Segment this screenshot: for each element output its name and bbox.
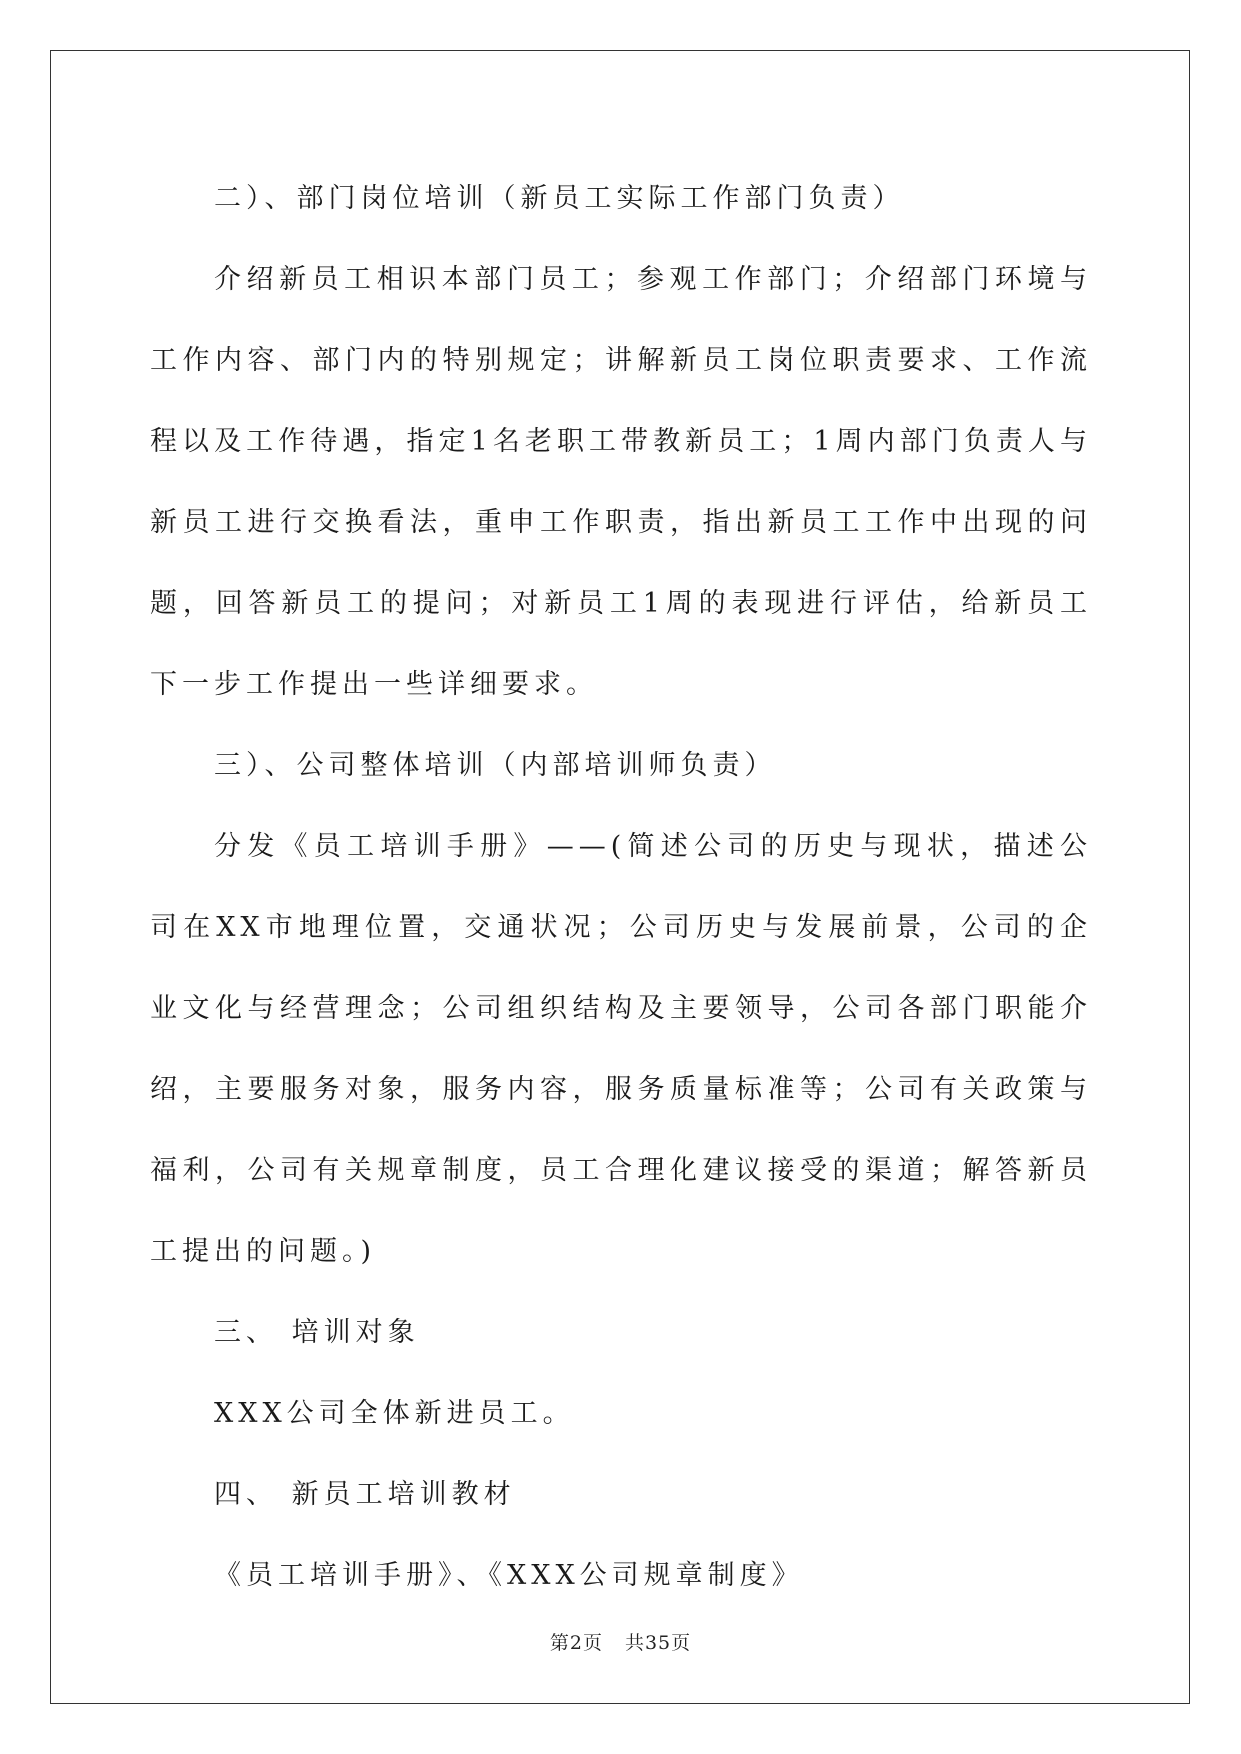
section-heading-training-materials: 四、 新员工培训教材	[214, 1479, 516, 1510]
paragraph-company-training: 分发《员工培训手册》——(简述公司的历史与现状，描述公司在XX市地理位置，交通状况；公司历史与发展前景，公司的企业文化与经营理念；公司组织结构及主要领导，公司各部门职能介绍，主要服务对象，服务内容，服务质量标准等；公司有关政策与福利，公司有关规章制度，员工合理化建议接受的渠道；解答新员工提出的问题。)	[150, 831, 1092, 1267]
page-number: 第2页	[549, 1632, 603, 1654]
page-total: 共35页	[624, 1632, 692, 1654]
paragraph-training-target: XXX公司全体新进员工。	[214, 1398, 575, 1429]
page-footer	[0, 1628, 1241, 1655]
section-heading-dept-training: 二）、部门岗位培训（新员工实际工作部门负责）	[214, 183, 905, 214]
section-heading-company-training: 三）、公司整体培训（内部培训师负责）	[214, 750, 777, 781]
section-heading-training-target: 三、 培训对象	[214, 1317, 420, 1348]
document-body	[150, 158, 1092, 1616]
paragraph-training-materials: 《员工培训手册》、《XXX公司规章制度》	[214, 1560, 804, 1591]
paragraph-dept-training: 介绍新员工相识本部门员工；参观工作部门；介绍部门环境与工作内容、部门内的特别规定；讲解新员工岗位职责要求、工作流程以及工作待遇，指定1名老职工带教新员工；1周内部门负责人与新员工进行交换看法，重申工作职责，指出新员工工作中出现的问题，回答新员工的提问；对新员工1周的表现进行评估，给新员工下一步工作提出一些详细要求。	[150, 264, 1092, 700]
